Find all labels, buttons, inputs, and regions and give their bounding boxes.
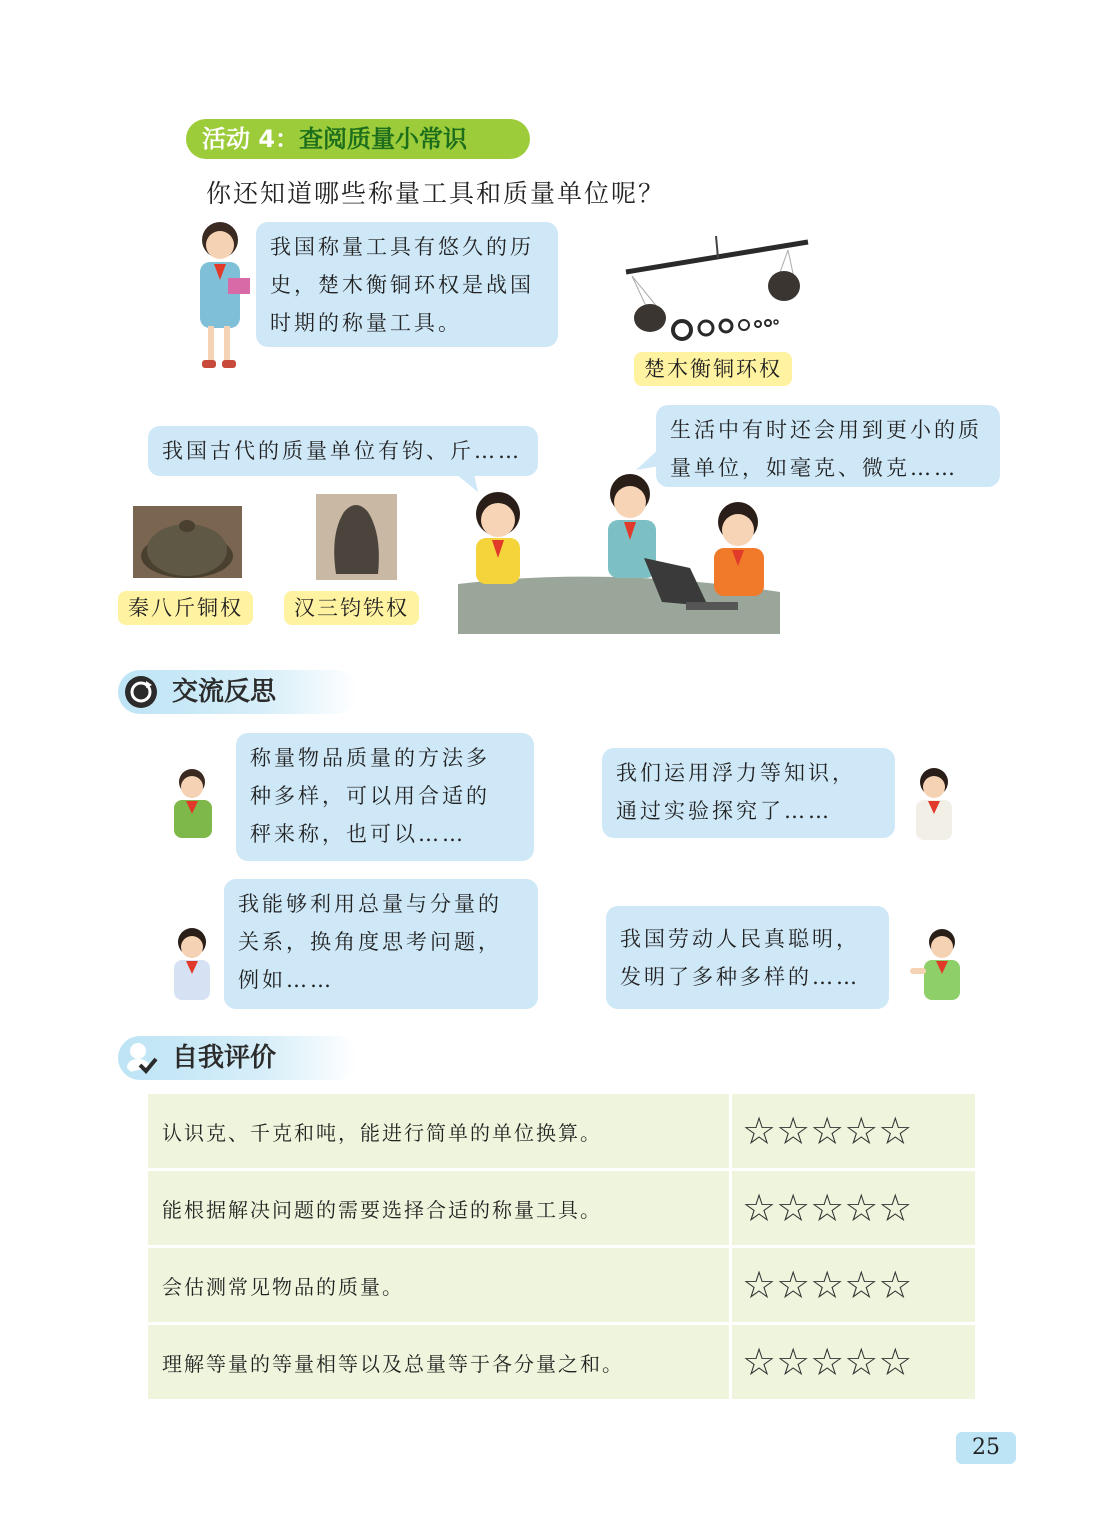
- criterion-text: 能根据解决问题的需要选择合适的称量工具。: [148, 1170, 731, 1247]
- self-eval-header: [118, 1036, 358, 1080]
- ancient-units-text: 我国古代的质量单位有钧、斤……: [162, 439, 522, 463]
- person-check-icon: [124, 1041, 158, 1075]
- ancient-units-bubble: [148, 426, 538, 476]
- reflection-bubble-3: [224, 879, 538, 1009]
- reflection-title: 交流反思: [172, 677, 277, 707]
- reflection-4-line-2: 发明了多种多样的……: [620, 965, 860, 989]
- star-rating[interactable]: ☆☆☆☆☆: [731, 1324, 976, 1401]
- girl-speaking-illustration: [908, 766, 960, 842]
- self-eval-title: 自我评价: [172, 1043, 277, 1073]
- reflection-1-line-3: 秤来称，也可以……: [250, 822, 466, 846]
- activity-banner: [186, 119, 530, 159]
- self-eval-table: [148, 1094, 975, 1402]
- table-row: [148, 1247, 975, 1324]
- reflection-1-line-2: 种多样，可以用合适的: [250, 784, 490, 808]
- bubble-tail: [636, 448, 660, 472]
- star-rating[interactable]: ☆☆☆☆☆: [731, 1170, 976, 1247]
- criterion-text: 认识克、千克和吨，能进行简单的单位换算。: [148, 1094, 731, 1170]
- han-weight-label: 汉三钧铁权: [284, 591, 419, 625]
- page-number: 25: [956, 1432, 1016, 1464]
- reflection-header: [118, 670, 358, 714]
- table-row: [148, 1324, 975, 1401]
- reflection-3-line-3: 例如……: [238, 968, 334, 992]
- reflection-3-line-2: 关系，换角度思考问题，: [238, 930, 502, 954]
- reflection-4-line-1: 我国劳动人民真聪明，: [620, 927, 860, 951]
- star-rating[interactable]: ☆☆☆☆☆: [731, 1094, 976, 1170]
- kids-at-table-illustration: [458, 474, 780, 634]
- girl-pigtails-illustration: [166, 928, 218, 1002]
- criterion-text: 理解等量的等量相等以及总量等于各分量之和。: [148, 1324, 731, 1401]
- refresh-cycle-icon: [124, 675, 158, 709]
- activity-question: 你还知道哪些称量工具和质量单位呢？: [206, 179, 666, 208]
- qin-weight-label: 秦八斤铜权: [118, 591, 253, 625]
- iron-weight-icon: [316, 494, 397, 580]
- table-row: [148, 1170, 975, 1247]
- reflection-bubble-4: [606, 906, 889, 1009]
- history-line-1: 我国称量工具有悠久的历: [270, 235, 534, 259]
- activity-prefix: 活动 4：: [202, 125, 300, 153]
- table-row: [148, 1094, 975, 1170]
- history-bubble: [256, 222, 558, 347]
- history-line-2: 史，楚木衡铜环权是战国: [270, 273, 534, 297]
- small-units-line-2: 量单位，如毫克、微克……: [670, 456, 958, 480]
- reflection-3-line-1: 我能够利用总量与分量的: [238, 892, 502, 916]
- girl-reading-illustration: [184, 218, 254, 378]
- reflection-bubble-1: [236, 733, 534, 861]
- han-weight-photo: [316, 494, 397, 580]
- boy-pointing-illustration: [910, 928, 970, 1002]
- reflection-bubble-2: [602, 748, 895, 838]
- star-rating[interactable]: ☆☆☆☆☆: [731, 1247, 976, 1324]
- wooden-balance-illustration: [618, 228, 818, 348]
- reflection-1-line-1: 称量物品质量的方法多: [250, 746, 490, 770]
- balance-label: 楚木衡铜环权: [634, 352, 792, 386]
- small-units-line-1: 生活中有时还会用到更小的质: [670, 418, 982, 442]
- qin-weight-photo: [133, 506, 242, 578]
- bronze-weight-icon: [133, 506, 242, 578]
- reflection-2-line-1: 我们运用浮力等知识，: [616, 761, 856, 785]
- history-line-3: 时期的称量工具。: [270, 311, 462, 335]
- activity-title: 查阅质量小常识: [299, 125, 468, 153]
- reflection-2-line-2: 通过实验探究了……: [616, 799, 832, 823]
- criterion-text: 会估测常见物品的质量。: [148, 1247, 731, 1324]
- boy-speaking-illustration: [168, 768, 220, 842]
